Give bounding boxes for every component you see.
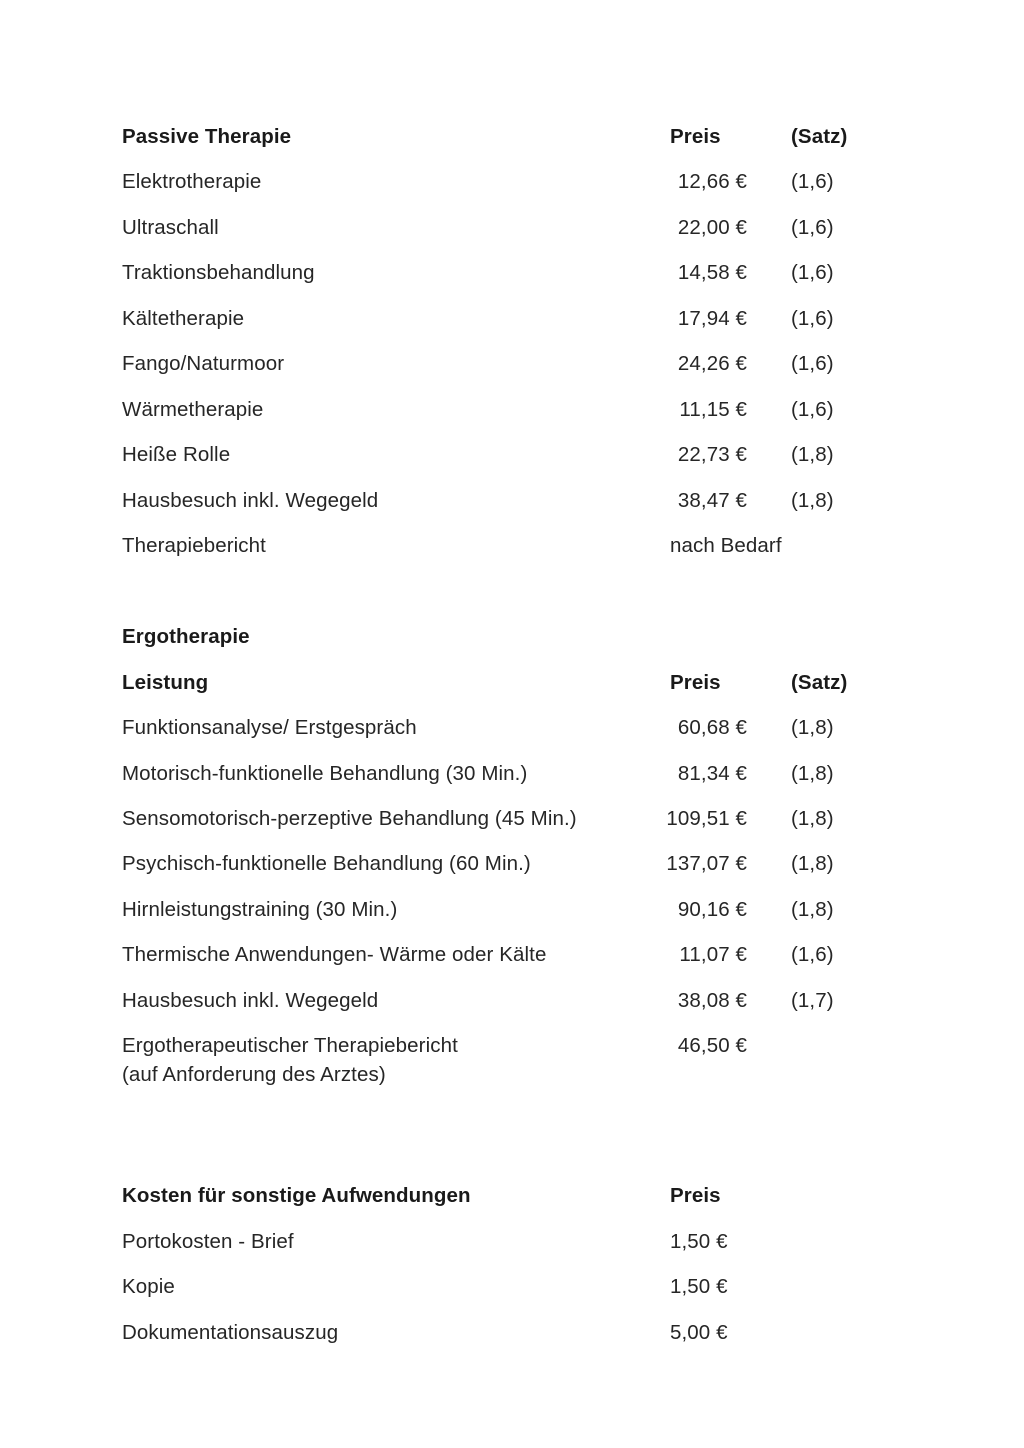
price-column-header: Preis bbox=[670, 125, 721, 148]
service-rate: (1,8) bbox=[791, 489, 834, 512]
service-price: 38,08 € bbox=[677, 989, 747, 1012]
service-label: Ergotherapeutischer Therapiebericht bbox=[122, 1034, 458, 1057]
price-row bbox=[0, 1227, 1024, 1257]
service-price: 81,34 € bbox=[677, 762, 747, 785]
section-header-row bbox=[0, 122, 1024, 152]
price-row bbox=[0, 349, 1024, 379]
service-price: nach Bedarf bbox=[670, 534, 782, 557]
service-price: 24,26 € bbox=[677, 352, 747, 375]
service-label: Motorisch-funktionelle Behandlung (30 Min.) bbox=[122, 762, 528, 785]
service-price: 60,68 € bbox=[677, 716, 747, 739]
service-rate: (1,8) bbox=[791, 443, 834, 466]
service-label: Traktionsbehandlung bbox=[122, 261, 315, 284]
price-row bbox=[0, 213, 1024, 243]
section-title: Passive Therapie bbox=[122, 125, 292, 148]
service-price: 137,07 € bbox=[666, 852, 747, 875]
price-row bbox=[0, 167, 1024, 197]
service-label: Funktionsanalyse/ Erstgespräch bbox=[122, 716, 417, 739]
service-label: Hausbesuch inkl. Wegegeld bbox=[122, 989, 379, 1012]
service-rate: (1,8) bbox=[791, 852, 834, 875]
price-row bbox=[0, 1272, 1024, 1302]
service-label: Fango/Naturmoor bbox=[122, 352, 285, 375]
service-label-note: (auf Anforderung des Arztes) bbox=[122, 1063, 386, 1086]
service-column-header: Leistung bbox=[122, 671, 209, 694]
section-header-row bbox=[0, 1181, 1024, 1211]
service-rate: (1,6) bbox=[791, 170, 834, 193]
section-header-row bbox=[0, 668, 1024, 698]
price-column-header: Preis bbox=[670, 671, 721, 694]
price-row bbox=[0, 1318, 1024, 1348]
service-rate: (1,6) bbox=[791, 216, 834, 239]
service-price: 1,50 € bbox=[670, 1230, 728, 1253]
price-row bbox=[0, 849, 1024, 879]
price-row bbox=[0, 258, 1024, 288]
service-price: 11,07 € bbox=[679, 943, 747, 966]
service-price: 1,50 € bbox=[670, 1275, 728, 1298]
price-row bbox=[0, 531, 1024, 561]
service-price: 38,47 € bbox=[677, 489, 747, 512]
service-price: 12,66 € bbox=[677, 170, 747, 193]
service-label: Sensomotorisch-perzeptive Behandlung (45 Min.) bbox=[122, 807, 577, 830]
rate-column-header: (Satz) bbox=[791, 125, 848, 148]
service-price: 17,94 € bbox=[677, 307, 747, 330]
service-rate: (1,6) bbox=[791, 398, 834, 421]
section-title-row bbox=[0, 622, 1024, 652]
price-row bbox=[0, 1031, 1024, 1091]
service-label: Wärmetherapie bbox=[122, 398, 264, 421]
service-price: 46,50 € bbox=[677, 1034, 747, 1057]
service-label: Elektrotherapie bbox=[122, 170, 262, 193]
price-row bbox=[0, 804, 1024, 834]
price-row bbox=[0, 713, 1024, 743]
service-label: Hausbesuch inkl. Wegegeld bbox=[122, 489, 379, 512]
service-label: Hirnleistungstraining (30 Min.) bbox=[122, 898, 398, 921]
service-price: 11,15 € bbox=[679, 398, 747, 421]
service-rate: (1,6) bbox=[791, 943, 834, 966]
service-price: 22,73 € bbox=[677, 443, 747, 466]
service-price: 109,51 € bbox=[666, 807, 747, 830]
service-label: Ultraschall bbox=[122, 216, 219, 239]
service-price: 14,58 € bbox=[677, 261, 747, 284]
service-label: Kältetherapie bbox=[122, 307, 245, 330]
service-rate: (1,6) bbox=[791, 352, 834, 375]
section-title: Ergotherapie bbox=[122, 625, 250, 648]
price-row bbox=[0, 759, 1024, 789]
rate-column-header: (Satz) bbox=[791, 671, 848, 694]
service-rate: (1,8) bbox=[791, 762, 834, 785]
service-label: Thermische Anwendungen- Wärme oder Kälte bbox=[122, 943, 547, 966]
service-label: Dokumentationsauszug bbox=[122, 1321, 339, 1344]
service-label: Heiße Rolle bbox=[122, 443, 231, 466]
service-rate: (1,8) bbox=[791, 898, 834, 921]
service-rate: (1,8) bbox=[791, 807, 834, 830]
section-title: Kosten für sonstige Aufwendungen bbox=[122, 1184, 471, 1207]
service-price: 22,00 € bbox=[677, 216, 747, 239]
service-label: Kopie bbox=[122, 1275, 175, 1298]
service-label: Psychisch-funktionelle Behandlung (60 Min.) bbox=[122, 852, 531, 875]
service-price: 90,16 € bbox=[677, 898, 747, 921]
price-row bbox=[0, 895, 1024, 925]
price-row bbox=[0, 304, 1024, 334]
service-label: Therapiebericht bbox=[122, 534, 266, 557]
price-row bbox=[0, 940, 1024, 970]
price-row bbox=[0, 486, 1024, 516]
service-rate: (1,7) bbox=[791, 989, 834, 1012]
service-rate: (1,6) bbox=[791, 307, 834, 330]
service-price: 5,00 € bbox=[670, 1321, 728, 1344]
price-row bbox=[0, 440, 1024, 470]
price-column-header: Preis bbox=[670, 1184, 721, 1207]
price-row bbox=[0, 395, 1024, 425]
service-label: Portokosten - Brief bbox=[122, 1230, 294, 1253]
service-rate: (1,6) bbox=[791, 261, 834, 284]
service-rate: (1,8) bbox=[791, 716, 834, 739]
price-row bbox=[0, 986, 1024, 1016]
